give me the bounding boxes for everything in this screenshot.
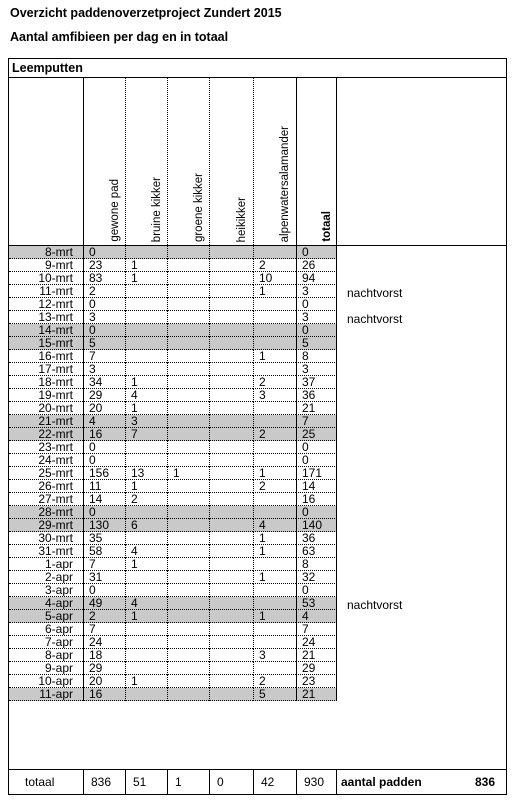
value-cell: 1: [253, 467, 296, 480]
value-cell: [167, 454, 209, 467]
value-cell: [125, 584, 167, 597]
value-cell: 24: [83, 636, 125, 649]
value-cell: 3: [296, 285, 337, 298]
value-cell: [125, 298, 167, 311]
date-cell: 11-mrt: [9, 285, 83, 298]
value-cell: 20: [83, 402, 125, 415]
value-cell: [125, 454, 167, 467]
value-cell: [167, 259, 209, 272]
value-cell: 1: [253, 571, 296, 584]
value-cell: 21: [296, 402, 337, 415]
value-cell: [125, 506, 167, 519]
value-cell: 0: [83, 506, 125, 519]
value-cell: [167, 415, 209, 428]
value-cell: [209, 649, 253, 662]
value-cell: [209, 558, 253, 571]
value-cell: 0: [83, 246, 125, 259]
column-header-label: groene kikker: [192, 172, 205, 242]
value-cell: 0: [83, 454, 125, 467]
total-value: 51: [125, 770, 167, 795]
value-cell: 1: [125, 558, 167, 571]
value-cell: 7: [83, 558, 125, 571]
column-header-label: gewone pad: [108, 179, 121, 242]
value-cell: [125, 324, 167, 337]
value-cell: 3: [83, 311, 125, 324]
value-cell: [125, 337, 167, 350]
value-cell: [125, 623, 167, 636]
value-cell: 7: [125, 428, 167, 441]
total-value: 0: [209, 770, 253, 795]
section-title: Leemputten: [9, 59, 506, 78]
value-cell: [253, 493, 296, 506]
value-cell: 0: [296, 246, 337, 259]
value-cell: 1: [253, 545, 296, 558]
totals-row: [9, 769, 506, 795]
note-nachtvorst: nachtvorst: [347, 598, 403, 612]
value-cell: [167, 376, 209, 389]
date-cell: 21-mrt: [9, 415, 83, 428]
value-cell: [167, 428, 209, 441]
value-cell: [253, 597, 296, 610]
value-cell: [167, 480, 209, 493]
value-cell: 1: [167, 467, 209, 480]
value-cell: [209, 532, 253, 545]
value-cell: [209, 441, 253, 454]
date-cell: 12-mrt: [9, 298, 83, 311]
date-cell: 11-apr: [9, 688, 83, 701]
value-cell: 1: [125, 675, 167, 688]
value-cell: [209, 610, 253, 623]
value-cell: [167, 519, 209, 532]
value-cell: [167, 636, 209, 649]
value-cell: [125, 285, 167, 298]
value-cell: 4: [253, 519, 296, 532]
value-cell: 5: [83, 337, 125, 350]
value-cell: 0: [296, 441, 337, 454]
value-cell: 0: [296, 298, 337, 311]
value-cell: [209, 545, 253, 558]
date-cell: 7-apr: [9, 636, 83, 649]
value-cell: 156: [83, 467, 125, 480]
value-cell: [167, 441, 209, 454]
value-cell: 29: [83, 389, 125, 402]
value-cell: 2: [83, 285, 125, 298]
date-cell: 9-mrt: [9, 259, 83, 272]
value-cell: [209, 662, 253, 675]
date-cell: 24-mrt: [9, 454, 83, 467]
value-cell: 14: [83, 493, 125, 506]
value-cell: 1: [125, 480, 167, 493]
value-cell: [209, 428, 253, 441]
value-cell: 1: [125, 272, 167, 285]
value-cell: 14: [296, 480, 337, 493]
value-cell: 1: [125, 259, 167, 272]
total-value: 930: [296, 770, 337, 795]
summary-label: aantal padden: [341, 775, 422, 789]
date-cell: 25-mrt: [9, 467, 83, 480]
value-cell: 1: [253, 285, 296, 298]
value-cell: [253, 246, 296, 259]
value-cell: [167, 571, 209, 584]
value-cell: [209, 402, 253, 415]
date-cell: 8-apr: [9, 649, 83, 662]
value-cell: [167, 675, 209, 688]
value-cell: [209, 480, 253, 493]
column-header-groene-kikker: [167, 77, 209, 245]
value-cell: 5: [296, 337, 337, 350]
value-cell: [167, 246, 209, 259]
page-title: Overzicht paddenoverzetproject Zundert 2015: [10, 6, 282, 20]
value-cell: 35: [83, 532, 125, 545]
value-cell: 16: [83, 428, 125, 441]
value-cell: [253, 402, 296, 415]
date-cell: 22-mrt: [9, 428, 83, 441]
value-cell: 8: [296, 350, 337, 363]
value-cell: 4: [125, 597, 167, 610]
value-cell: [167, 298, 209, 311]
total-value: 836: [83, 770, 125, 795]
value-cell: 5: [253, 688, 296, 701]
value-cell: 37: [296, 376, 337, 389]
value-cell: 23: [296, 675, 337, 688]
value-cell: [253, 441, 296, 454]
date-cell: 15-mrt: [9, 337, 83, 350]
value-cell: [253, 311, 296, 324]
date-cell: 29-mrt: [9, 519, 83, 532]
value-cell: 4: [125, 389, 167, 402]
value-cell: [167, 610, 209, 623]
value-cell: [209, 623, 253, 636]
value-cell: [253, 454, 296, 467]
value-cell: 0: [296, 324, 337, 337]
value-cell: 0: [83, 584, 125, 597]
value-cell: 26: [296, 259, 337, 272]
value-cell: 0: [296, 454, 337, 467]
date-cell: 5-apr: [9, 610, 83, 623]
value-cell: 140: [296, 519, 337, 532]
value-cell: 16: [83, 688, 125, 701]
value-cell: [167, 623, 209, 636]
value-cell: 1: [253, 610, 296, 623]
value-cell: 2: [253, 480, 296, 493]
date-cell: 31-mrt: [9, 545, 83, 558]
value-cell: [125, 571, 167, 584]
value-cell: [209, 337, 253, 350]
value-cell: [167, 584, 209, 597]
value-cell: [253, 324, 296, 337]
value-cell: [209, 285, 253, 298]
date-cell: 3-apr: [9, 584, 83, 597]
value-cell: [125, 636, 167, 649]
date-cell: 9-apr: [9, 662, 83, 675]
value-cell: [167, 311, 209, 324]
value-cell: [209, 584, 253, 597]
value-cell: 13: [125, 467, 167, 480]
value-cell: 130: [83, 519, 125, 532]
value-cell: [125, 350, 167, 363]
column-header-label: heikikker: [235, 196, 248, 242]
value-cell: 4: [296, 610, 337, 623]
value-cell: 16: [296, 493, 337, 506]
value-cell: 4: [83, 415, 125, 428]
value-cell: 49: [83, 597, 125, 610]
value-cell: 25: [296, 428, 337, 441]
value-cell: 53: [296, 597, 337, 610]
column-header-totaal: [296, 77, 337, 245]
value-cell: [209, 311, 253, 324]
value-cell: 2: [253, 376, 296, 389]
value-cell: 63: [296, 545, 337, 558]
value-cell: 36: [296, 532, 337, 545]
value-cell: [167, 688, 209, 701]
totals-label: totaal: [25, 775, 55, 789]
value-cell: 2: [253, 259, 296, 272]
value-cell: [167, 402, 209, 415]
value-cell: 4: [125, 545, 167, 558]
date-cell: 27-mrt: [9, 493, 83, 506]
column-header-heikikker: [209, 77, 253, 245]
value-cell: 3: [253, 649, 296, 662]
value-cell: [253, 415, 296, 428]
value-cell: 21: [296, 649, 337, 662]
amphibian-table: [8, 58, 507, 795]
column-header-label: totaal: [320, 211, 333, 242]
value-cell: [209, 454, 253, 467]
value-cell: 58: [83, 545, 125, 558]
value-cell: 2: [125, 493, 167, 506]
value-cell: 6: [125, 519, 167, 532]
date-cell: 4-apr: [9, 597, 83, 610]
date-cell: 16-mrt: [9, 350, 83, 363]
value-cell: [209, 519, 253, 532]
value-cell: [125, 441, 167, 454]
value-cell: 3: [296, 363, 337, 376]
value-cell: [167, 662, 209, 675]
value-cell: [167, 545, 209, 558]
column-header-label: bruine kikker: [150, 176, 163, 242]
value-cell: [167, 389, 209, 402]
value-cell: [253, 623, 296, 636]
date-cell: 23-mrt: [9, 441, 83, 454]
value-cell: 94: [296, 272, 337, 285]
value-cell: 3: [83, 363, 125, 376]
value-cell: 0: [296, 584, 337, 597]
date-cell: 6-apr: [9, 623, 83, 636]
value-cell: [125, 688, 167, 701]
value-cell: [125, 662, 167, 675]
value-cell: 1: [253, 532, 296, 545]
value-cell: [209, 636, 253, 649]
date-cell: 10-mrt: [9, 272, 83, 285]
value-cell: 23: [83, 259, 125, 272]
value-cell: 1: [125, 402, 167, 415]
date-cell: 17-mrt: [9, 363, 83, 376]
value-cell: 7: [83, 350, 125, 363]
value-cell: [209, 363, 253, 376]
value-cell: [253, 298, 296, 311]
value-cell: [125, 363, 167, 376]
value-cell: [209, 688, 253, 701]
value-cell: [167, 337, 209, 350]
value-cell: [209, 298, 253, 311]
column-header-alpenwatersalamander: [253, 77, 296, 245]
value-cell: [209, 376, 253, 389]
value-cell: [209, 415, 253, 428]
column-header-label: alpenwatersalamander: [279, 125, 291, 242]
date-cell: 13-mrt: [9, 311, 83, 324]
value-cell: 21: [296, 688, 337, 701]
value-cell: [167, 493, 209, 506]
value-cell: 3: [253, 389, 296, 402]
value-cell: [209, 389, 253, 402]
value-cell: 2: [83, 610, 125, 623]
value-cell: 7: [296, 415, 337, 428]
value-cell: [209, 467, 253, 480]
value-cell: [209, 493, 253, 506]
value-cell: [167, 363, 209, 376]
value-cell: [209, 259, 253, 272]
value-cell: [167, 558, 209, 571]
value-cell: [167, 597, 209, 610]
note-nachtvorst: nachtvorst: [347, 286, 403, 300]
value-cell: [167, 532, 209, 545]
value-cell: [125, 246, 167, 259]
value-cell: 0: [83, 298, 125, 311]
date-cell: 20-mrt: [9, 402, 83, 415]
value-cell: [209, 506, 253, 519]
value-cell: [253, 337, 296, 350]
value-cell: [253, 558, 296, 571]
value-cell: [167, 506, 209, 519]
value-cell: [253, 506, 296, 519]
value-cell: 7: [83, 623, 125, 636]
value-cell: 8: [296, 558, 337, 571]
value-cell: 11: [83, 480, 125, 493]
value-cell: 1: [125, 376, 167, 389]
value-cell: 36: [296, 389, 337, 402]
date-cell: 28-mrt: [9, 506, 83, 519]
date-cell: 14-mrt: [9, 324, 83, 337]
value-cell: [167, 350, 209, 363]
value-cell: 0: [83, 441, 125, 454]
value-cell: [253, 584, 296, 597]
value-cell: 29: [296, 662, 337, 675]
value-cell: [167, 285, 209, 298]
value-cell: [253, 363, 296, 376]
value-cell: 0: [296, 506, 337, 519]
value-cell: [209, 272, 253, 285]
value-cell: [209, 597, 253, 610]
value-cell: 83: [83, 272, 125, 285]
value-cell: 32: [296, 571, 337, 584]
value-cell: 3: [125, 415, 167, 428]
value-cell: 29: [83, 662, 125, 675]
date-cell: 8-mrt: [9, 246, 83, 259]
value-cell: 3: [296, 311, 337, 324]
value-cell: [209, 350, 253, 363]
date-cell: 26-mrt: [9, 480, 83, 493]
value-cell: 34: [83, 376, 125, 389]
summary-value: 836: [475, 775, 496, 789]
note-nachtvorst: nachtvorst: [347, 312, 403, 326]
total-value: 1: [167, 770, 209, 795]
date-cell: 1-apr: [9, 558, 83, 571]
value-cell: 20: [83, 675, 125, 688]
value-cell: [125, 311, 167, 324]
date-cell: 2-apr: [9, 571, 83, 584]
value-cell: 24: [296, 636, 337, 649]
value-cell: 1: [253, 350, 296, 363]
value-cell: [209, 571, 253, 584]
value-cell: [125, 532, 167, 545]
value-cell: 2: [253, 428, 296, 441]
date-cell: 30-mrt: [9, 532, 83, 545]
value-cell: 18: [83, 649, 125, 662]
value-cell: [253, 662, 296, 675]
date-cell: 19-mrt: [9, 389, 83, 402]
date-cell: 18-mrt: [9, 376, 83, 389]
value-cell: 1: [125, 610, 167, 623]
column-header-bruine-kikker: [125, 77, 167, 245]
value-cell: [209, 675, 253, 688]
value-cell: 2: [253, 675, 296, 688]
date-cell: 10-apr: [9, 675, 83, 688]
page-subtitle: Aantal amfibieen per dag en in totaal: [10, 30, 229, 44]
value-cell: [167, 272, 209, 285]
value-cell: [253, 636, 296, 649]
value-cell: 171: [296, 467, 337, 480]
value-cell: 7: [296, 623, 337, 636]
value-cell: [209, 246, 253, 259]
value-cell: 10: [253, 272, 296, 285]
value-cell: 0: [83, 324, 125, 337]
column-header-gewone-pad: [83, 77, 125, 245]
value-cell: 31: [83, 571, 125, 584]
value-cell: [167, 649, 209, 662]
value-cell: [167, 324, 209, 337]
total-value: 42: [253, 770, 296, 795]
value-cell: [125, 649, 167, 662]
value-cell: [209, 324, 253, 337]
